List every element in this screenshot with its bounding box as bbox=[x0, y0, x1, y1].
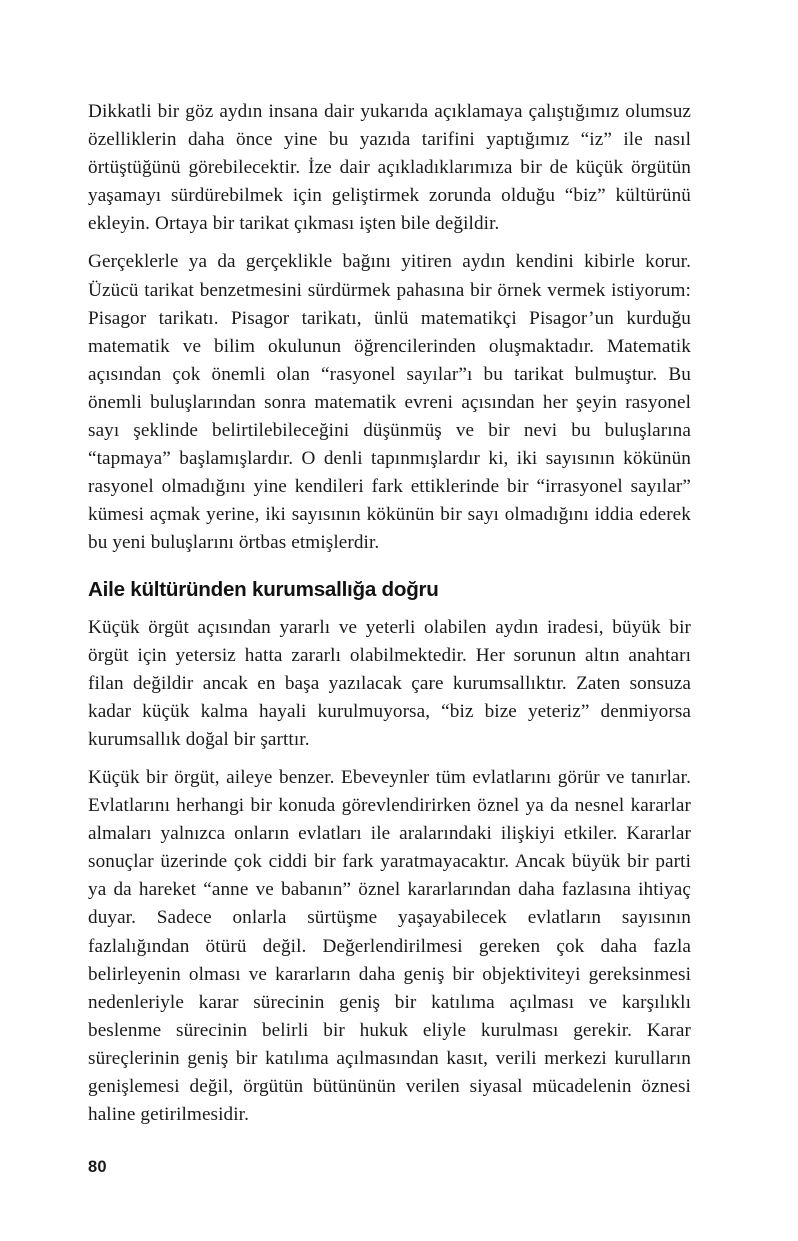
page-number: 80 bbox=[88, 1158, 107, 1176]
page-text-column bbox=[88, 98, 691, 1129]
section-heading: Aile kültüründen kurumsallığa doğru bbox=[88, 577, 439, 601]
paragraph-3: Küçük örgüt açısından yararlı ve yeterli olabilen aydın iradesi, büyük bir örgüt için yetersiz hatta zararlı olabilmektedir. Her sorunun altın anahtarı filan değildir ancak en başa yazılacak çare kurumsallıktır. Zaten sonsuza kadar küçük kalma hayali kurulmuyorsa, “biz bize yeteriz” denmiyorsa kurumsallık doğal bir şarttır. bbox=[88, 616, 691, 750]
paragraph-4: Küçük bir örgüt, aileye benzer. Ebeveynler tüm evlatlarını görür ve tanırlar. Evlatlarını herhangi bir konuda görevlendirirken öznel ya da nesnel kararlar almaları yalnızca onların evlatları ile aralarındaki ilişkiyi etkiler. Kararlar sonuçlar üzerinde çok ciddi bir fark yaratmayacaktır. Ancak büyük bir parti ya da hareket “anne ve babanın” öznel kararlarından daha fazlasına ihtiyaç duyar. Sadece onlarla sürtüşme yaşayabilecek evlatların sayısının fazlalığından ötürü değil. Değerlendirilmesi gereken çok daha fazla belirleyenin olması ve kararların daha geniş bir objektiviteyi gereksinmesi nedenleriyle karar sürecinin geniş bir katılıma açılması ve karşılıklı beslenme sürecinin belirli bir hukuk eliyle kurulması gerekir. Karar süreçlerinin geniş bir katılıma açılmasından kasıt, verili merkezi kurulların genişlemesi değil, örgütün bütününün verilen siyasal mücadelenin öznesi haline getirilmesidir. bbox=[88, 766, 691, 1126]
paragraph-1: Dikkatli bir göz aydın insana dair yukarıda açıklamaya çalıştığımız olumsuz özelliklerin daha önce yine bu yazıda tarifini yaptığımız “iz” ile nasıl örtüştüğünü görebilecektir. İze dair açıkladıklarımıza bir de küçük örgütün yaşamayı sürdürebilmek için geliştirmek zorunda olduğu “biz” kültürünü ekleyin. Ortaya bir tarikat çıkması işten bile değildir. bbox=[88, 101, 691, 235]
paragraph-2: Gerçeklerle ya da gerçeklikle bağını yitiren aydın kendini kibirle korur. Üzücü tarikat benzetmesini sürdürmek pahasına bir örnek vermek istiyorum: Pisagor tarikatı. Pisagor tarikatı, ünlü matematikçi Pisagor’un kurduğu matematik ve bilim okulunun öğrencilerinden oluşmaktadır. Matematik açısından çok önemli olan “rasyonel sayılar”ı bu tarikat bulmuştur. Bu önemli buluşlarından sonra matematik evreni açısından her şeyin rasyonel sayı şeklinde belirtilebileceğini düşünmüş ve bir nevi bu buluşlarına “tapmaya” başlamışlardır. O denli tapınmışlardır ki, iki sayısının kökünün rasyonel olmadığını yine kendileri fark ettiklerinde bir “irrasyonel sayılar” kümesi açmak yerine, iki sayısının kökünün bir sayı olmadığını iddia ederek bu yeni buluşlarını örtbas etmişlerdir. bbox=[88, 251, 691, 554]
